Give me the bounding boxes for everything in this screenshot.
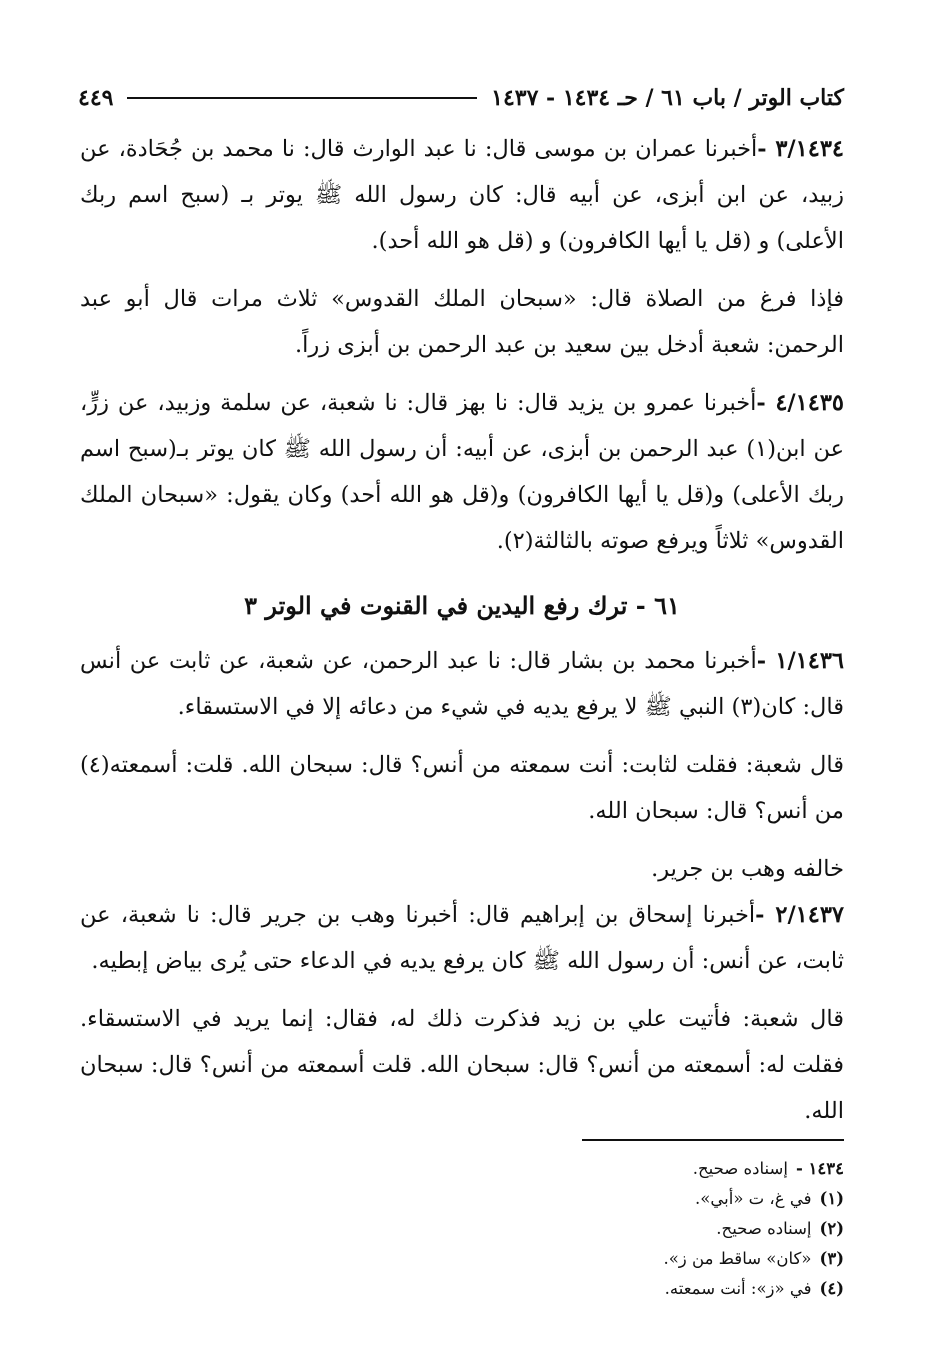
- khalafahu-line: [80, 846, 844, 892]
- shuba-comment-1: [80, 742, 844, 834]
- hadith-text: أخبرنا محمد بن بشار قال: نا عبد الرحمن، عن شعبة، عن ثابت عن أنس قال: كان(٣) النبي ﷺ لا يرفع يديه في شيء من دعائه إلا في الاستسقاء.: [80, 648, 844, 720]
- hadith-text: أخبرنا إسحاق بن إبراهيم قال: أخبرنا وهب بن جرير قال: نا شعبة، عن ثابت، عن أنس: أن رسول الله ﷺ كان يرفع يديه في الدعاء حتى يُرى بياض إبطيه.: [80, 902, 844, 974]
- footnote-text: إسناده صحيح.: [716, 1219, 812, 1238]
- hadith-1434-note: [80, 276, 844, 368]
- hadith-1435: [80, 380, 844, 564]
- footnote-text: «كان» ساقط من ز».: [663, 1249, 812, 1268]
- shuba-comment-2: [80, 996, 844, 1134]
- footnote-rule: [582, 1139, 844, 1141]
- paragraph-text: قال شعبة: فقلت لثابت: أنت سمعته من أنس؟ قال: سبحان الله. قلت: أسمعته(٤) من أنس؟ قال: سبحان الله.: [80, 752, 844, 824]
- hadith-1434: [80, 126, 844, 264]
- page-header: [78, 78, 844, 118]
- paragraph-text: خالفه وهب بن جرير.: [651, 856, 844, 882]
- hadith-number: ٣/١٤٣٤ -: [757, 136, 844, 162]
- footnote-text: في غ، ت «أبي».: [695, 1189, 812, 1208]
- footnotes: [300, 1154, 844, 1304]
- hadith-text: أخبرنا عمرو بن يزيد قال: نا بهز قال: نا شعبة، عن سلمة وزبيد، عن زرٍّ، عن ابن(١) عبد الرحمن بن أبزى، عن أبيه: أن رسول الله ﷺ كان يوتر بـ(سبح اسم ربك الأعلى) و(قل يا أيها الكافرون) و(قل هو الله أحد) وكان يقول: «سبحان الملك القدوس» ثلاثاً ويرفع صوته بالثالثة(٢).: [80, 390, 844, 554]
- hadith-text: أخبرنا عمران بن موسى قال: نا عبد الوارث قال: نا محمد بن جُحَادة، عن زبيد، عن ابن أبزى، عن أبيه قال: كان رسول الله ﷺ يوتر بـ (سبح اسم ربك الأعلى) و (قل يا أيها الكافرون) و (قل هو الله أحد).: [80, 136, 844, 254]
- hadith-1437: [80, 892, 844, 984]
- hadith-number: ١/١٤٣٦ -: [756, 648, 845, 674]
- paragraph-text: فإذا فرغ من الصلاة قال: «سبحان الملك القدوس» ثلاث مرات قال أبو عبد الرحمن: شعبة أدخل بين سعيد بن عبد الرحمن بن أبزى زراً.: [80, 286, 844, 358]
- footnote: [300, 1244, 844, 1274]
- page-number: ٤٤٩: [78, 85, 114, 111]
- chapter-heading: ٦١ - ترك رفع اليدين في القنوت في الوتر ٣: [244, 591, 680, 620]
- hadith-number: ٤/١٤٣٥ -: [756, 390, 844, 416]
- footnote: [300, 1184, 844, 1214]
- footnote-marker: (٣): [819, 1249, 844, 1268]
- footnote-marker: ١٤٣٤ -: [795, 1159, 844, 1178]
- footnote-marker: (٢): [819, 1219, 844, 1238]
- footnote-marker: (١): [819, 1189, 844, 1208]
- hadith-1436: [80, 638, 844, 730]
- paragraph-text: قال شعبة: فأتيت علي بن زيد فذكرت ذلك له، فقال: إنما يريد في الاستسقاء. فقلت له: أسمعته من أنس؟ قال: سبحان الله. قلت أسمعته من أنس؟ قال: سبحان الله.: [80, 1006, 844, 1124]
- footnote: [300, 1274, 844, 1304]
- footnote: [300, 1214, 844, 1244]
- running-title: كتاب الوتر / باب ٦١ / حـ ١٤٣٤ - ١٤٣٧: [491, 85, 844, 111]
- footnote: [300, 1154, 844, 1184]
- footnote-text: إسناده صحيح.: [692, 1159, 788, 1178]
- footnote-marker: (٤): [819, 1279, 844, 1298]
- header-rule: [127, 97, 477, 99]
- footnote-text: في «ز»: أنت سمعته.: [664, 1279, 812, 1298]
- main-text: [80, 126, 844, 1134]
- hadith-number: ٢/١٤٣٧ -: [755, 902, 845, 928]
